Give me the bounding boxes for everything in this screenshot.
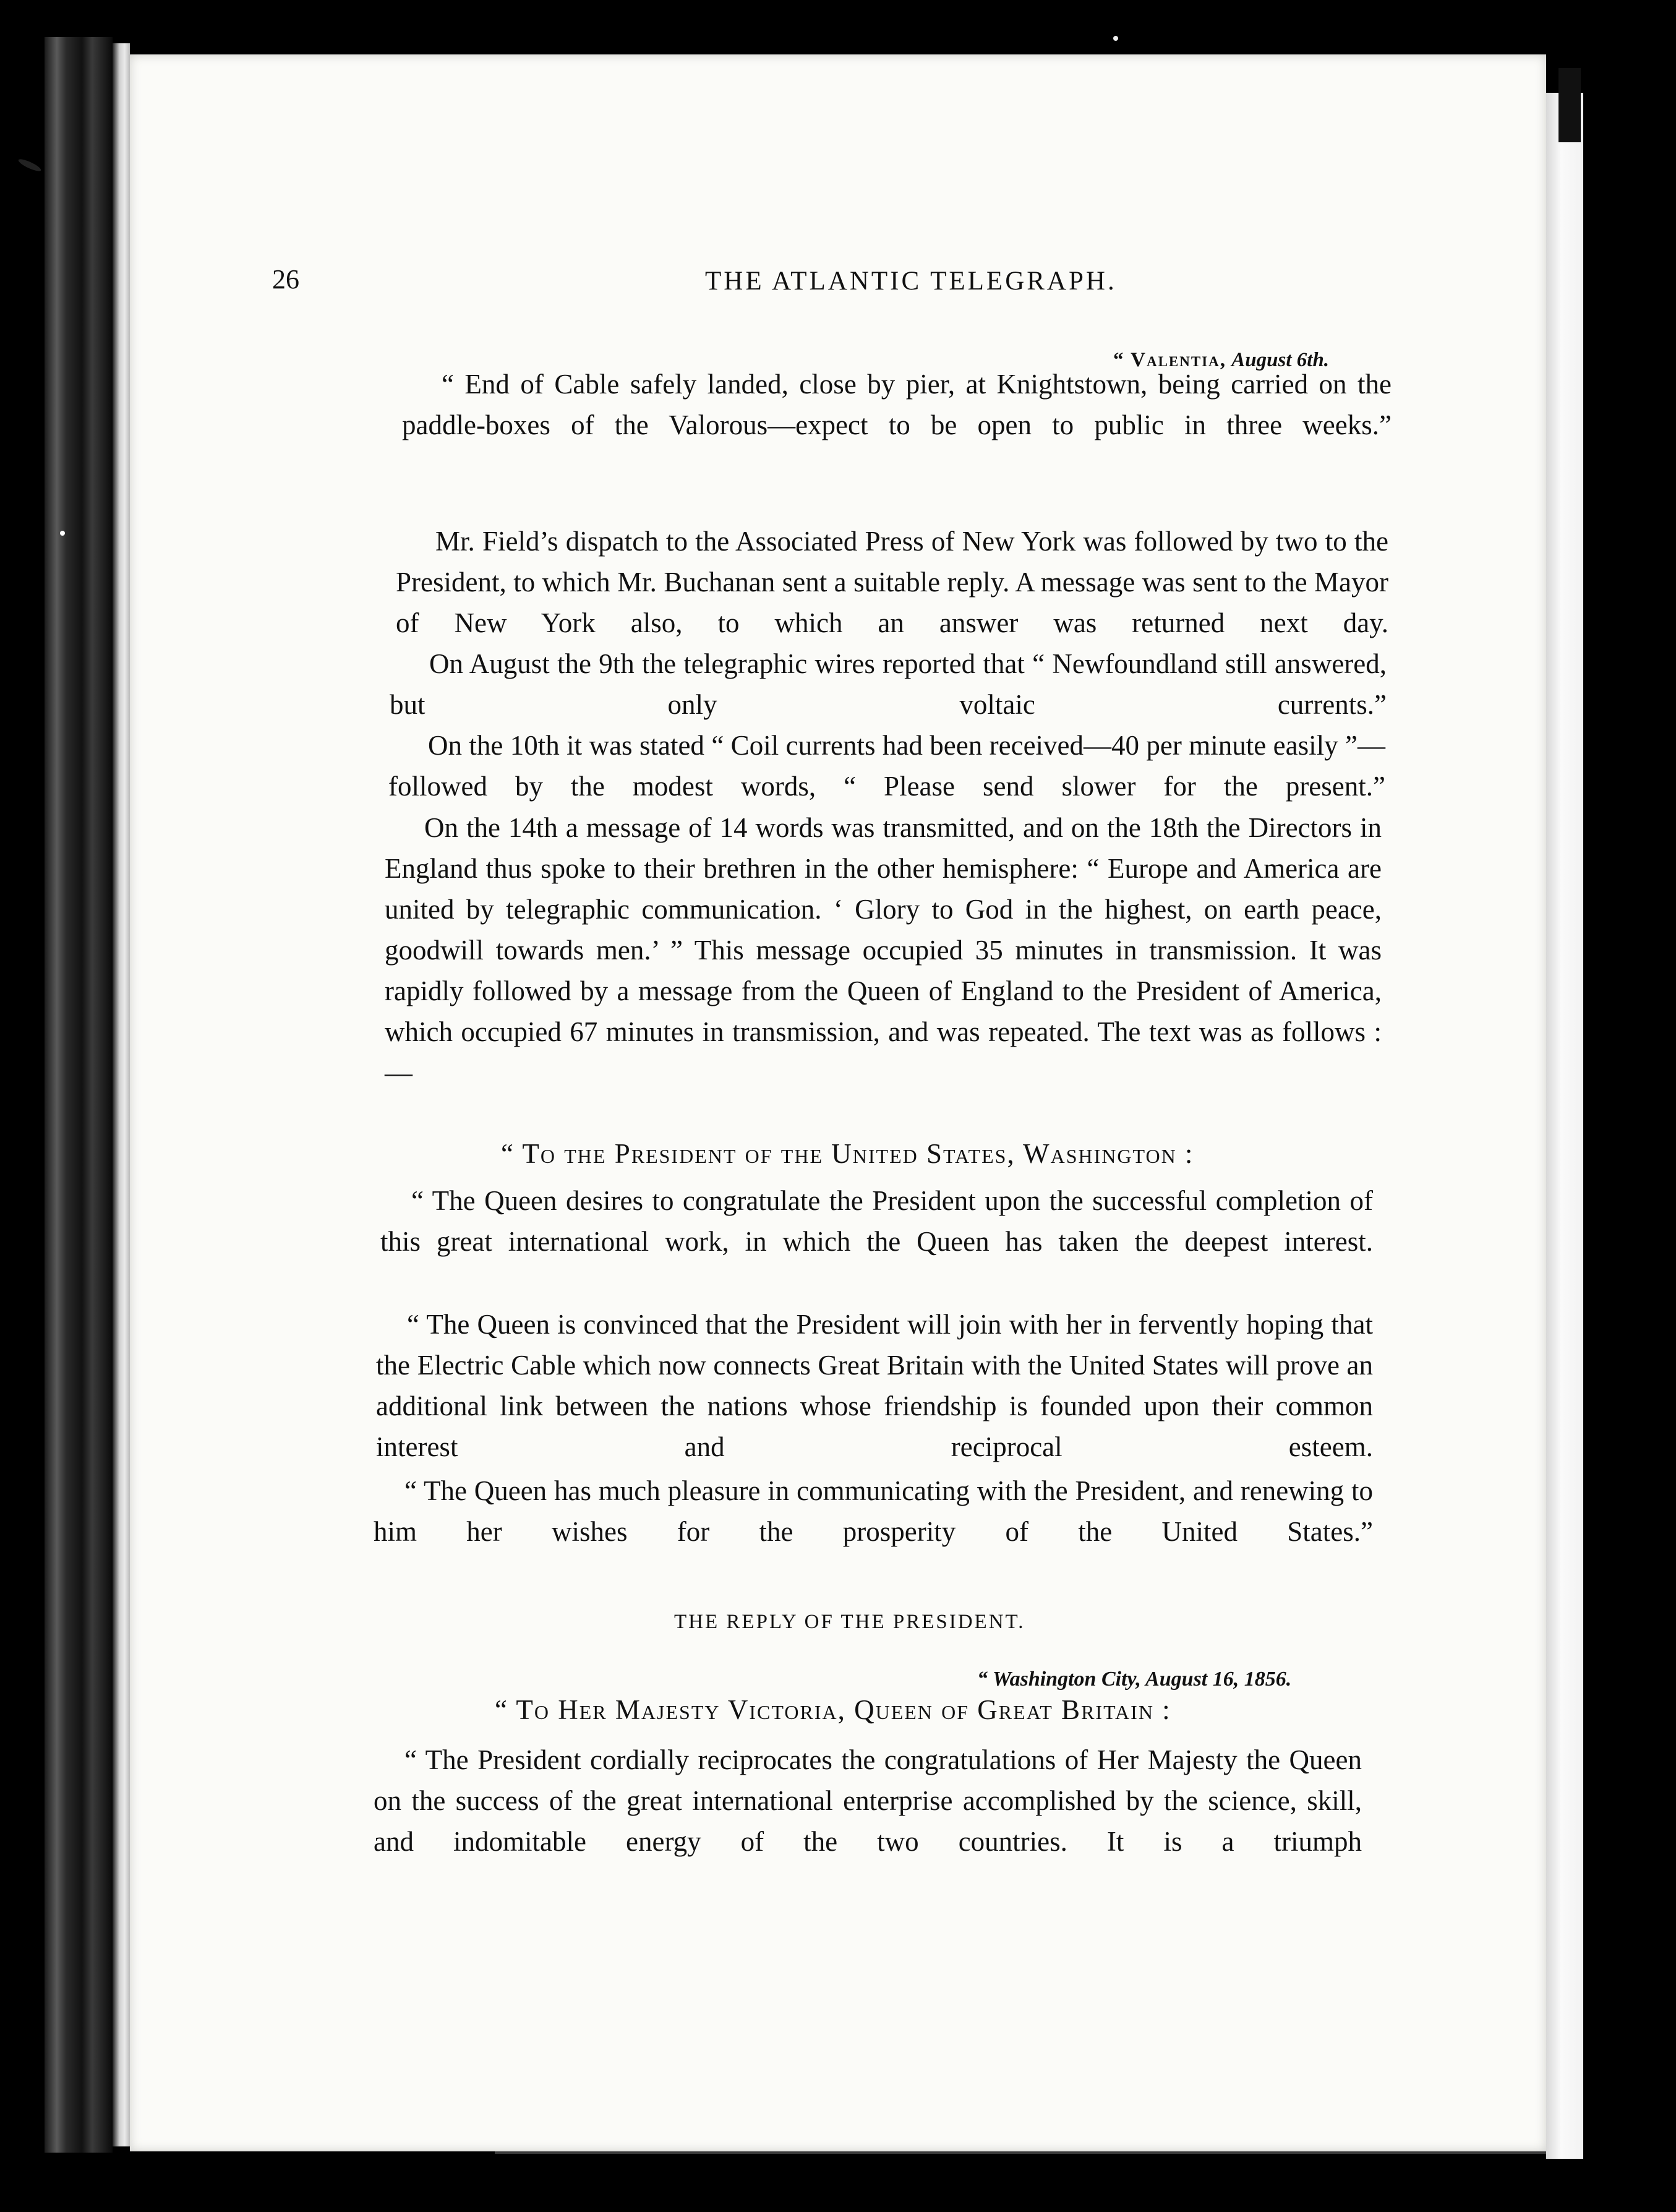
scan-speck (1113, 36, 1118, 41)
dispatch-text: “ End of Cable safely landed, close by pier, at Knightstown, being carried on the paddle-boxes of the Valorous—expect to be open to public in three weeks.” (402, 369, 1392, 440)
queen-message-paragraph-2: “ The Queen is convinced that the President will join with her in fervently hoping that the Electric Cable which now connects Great Britain with the United States will prove an additional link between the nations whose friendship is founded upon their common interest and reciprocal esteem. (376, 1309, 1373, 1462)
paragraph-field-dispatch: Mr. Field’s dispatch to the Associated Press of New York was followed by two to the President, to which Mr. Buchanan sent a suitable reply. A message was sent to the Mayor of New York also, to which an answer was returned next day. (396, 526, 1388, 638)
paragraph-august-9: On August the 9th the telegraphic wires reported that “ Newfoundland still answered, but only voltaic currents.” (390, 648, 1387, 720)
dispatch-dateline-date: August 6th. (1231, 349, 1330, 371)
paragraph-august-10: On the 10th it was stated “ Coil currents had been received—40 per minute easily ”—followed by the modest words, “ Please send slower for the present.” (388, 730, 1385, 802)
running-title: THE ATLANTIC TELEGRAPH. (705, 267, 1117, 296)
reply-dateline (977, 1663, 1291, 1696)
dispatch-dateline-place: “ Valentia, (1113, 349, 1227, 371)
reply-heading: THE REPLY OF THE PRESIDENT. (674, 1611, 1025, 1633)
queen-message-paragraph-3: “ The Queen has much pleasure in communicating with the President, and renewing to him her wishes for the prosperity of the United States.” (374, 1475, 1373, 1547)
queen-message-address: “ To the President of the United States, Washington : (501, 1138, 1194, 1169)
paragraph-august-14: On the 14th a message of 14 words was transmitted, and on the 18th the Directors in England thus spoke to their brethren in the other hemisphere: “ Europe and America are united by telegraphic communication. ‘ Glory to God in the highest, on earth peace, goodwill towards men.’ ” This message occupied 35 minutes in transmission. It was rapidly followed by a message from the Queen of England to the President of America, which occupied 67 minutes in transmission, and was repeated. The text was as follows :— (385, 812, 1382, 1088)
reply-address: “ To Her Majesty Victoria, Queen of Great Britain : (495, 1694, 1171, 1725)
reply-dateline-text: “ Washington City, August 16, 1856. (977, 1668, 1292, 1691)
scan-speck (60, 531, 65, 536)
reply-paragraph-1: “ The President cordially reciprocates the congratulations of Her Majesty the Queen on the success of the great international enterprise accomplished by the science, skill, and indomitable energy of the two countries. It is a triumph (374, 1744, 1362, 1857)
queen-message-paragraph-1: “ The Queen desires to congratulate the President upon the successful completion of this great international work, in which the Queen has taken the deepest interest. (380, 1185, 1373, 1257)
page-number: 26 (272, 264, 299, 294)
